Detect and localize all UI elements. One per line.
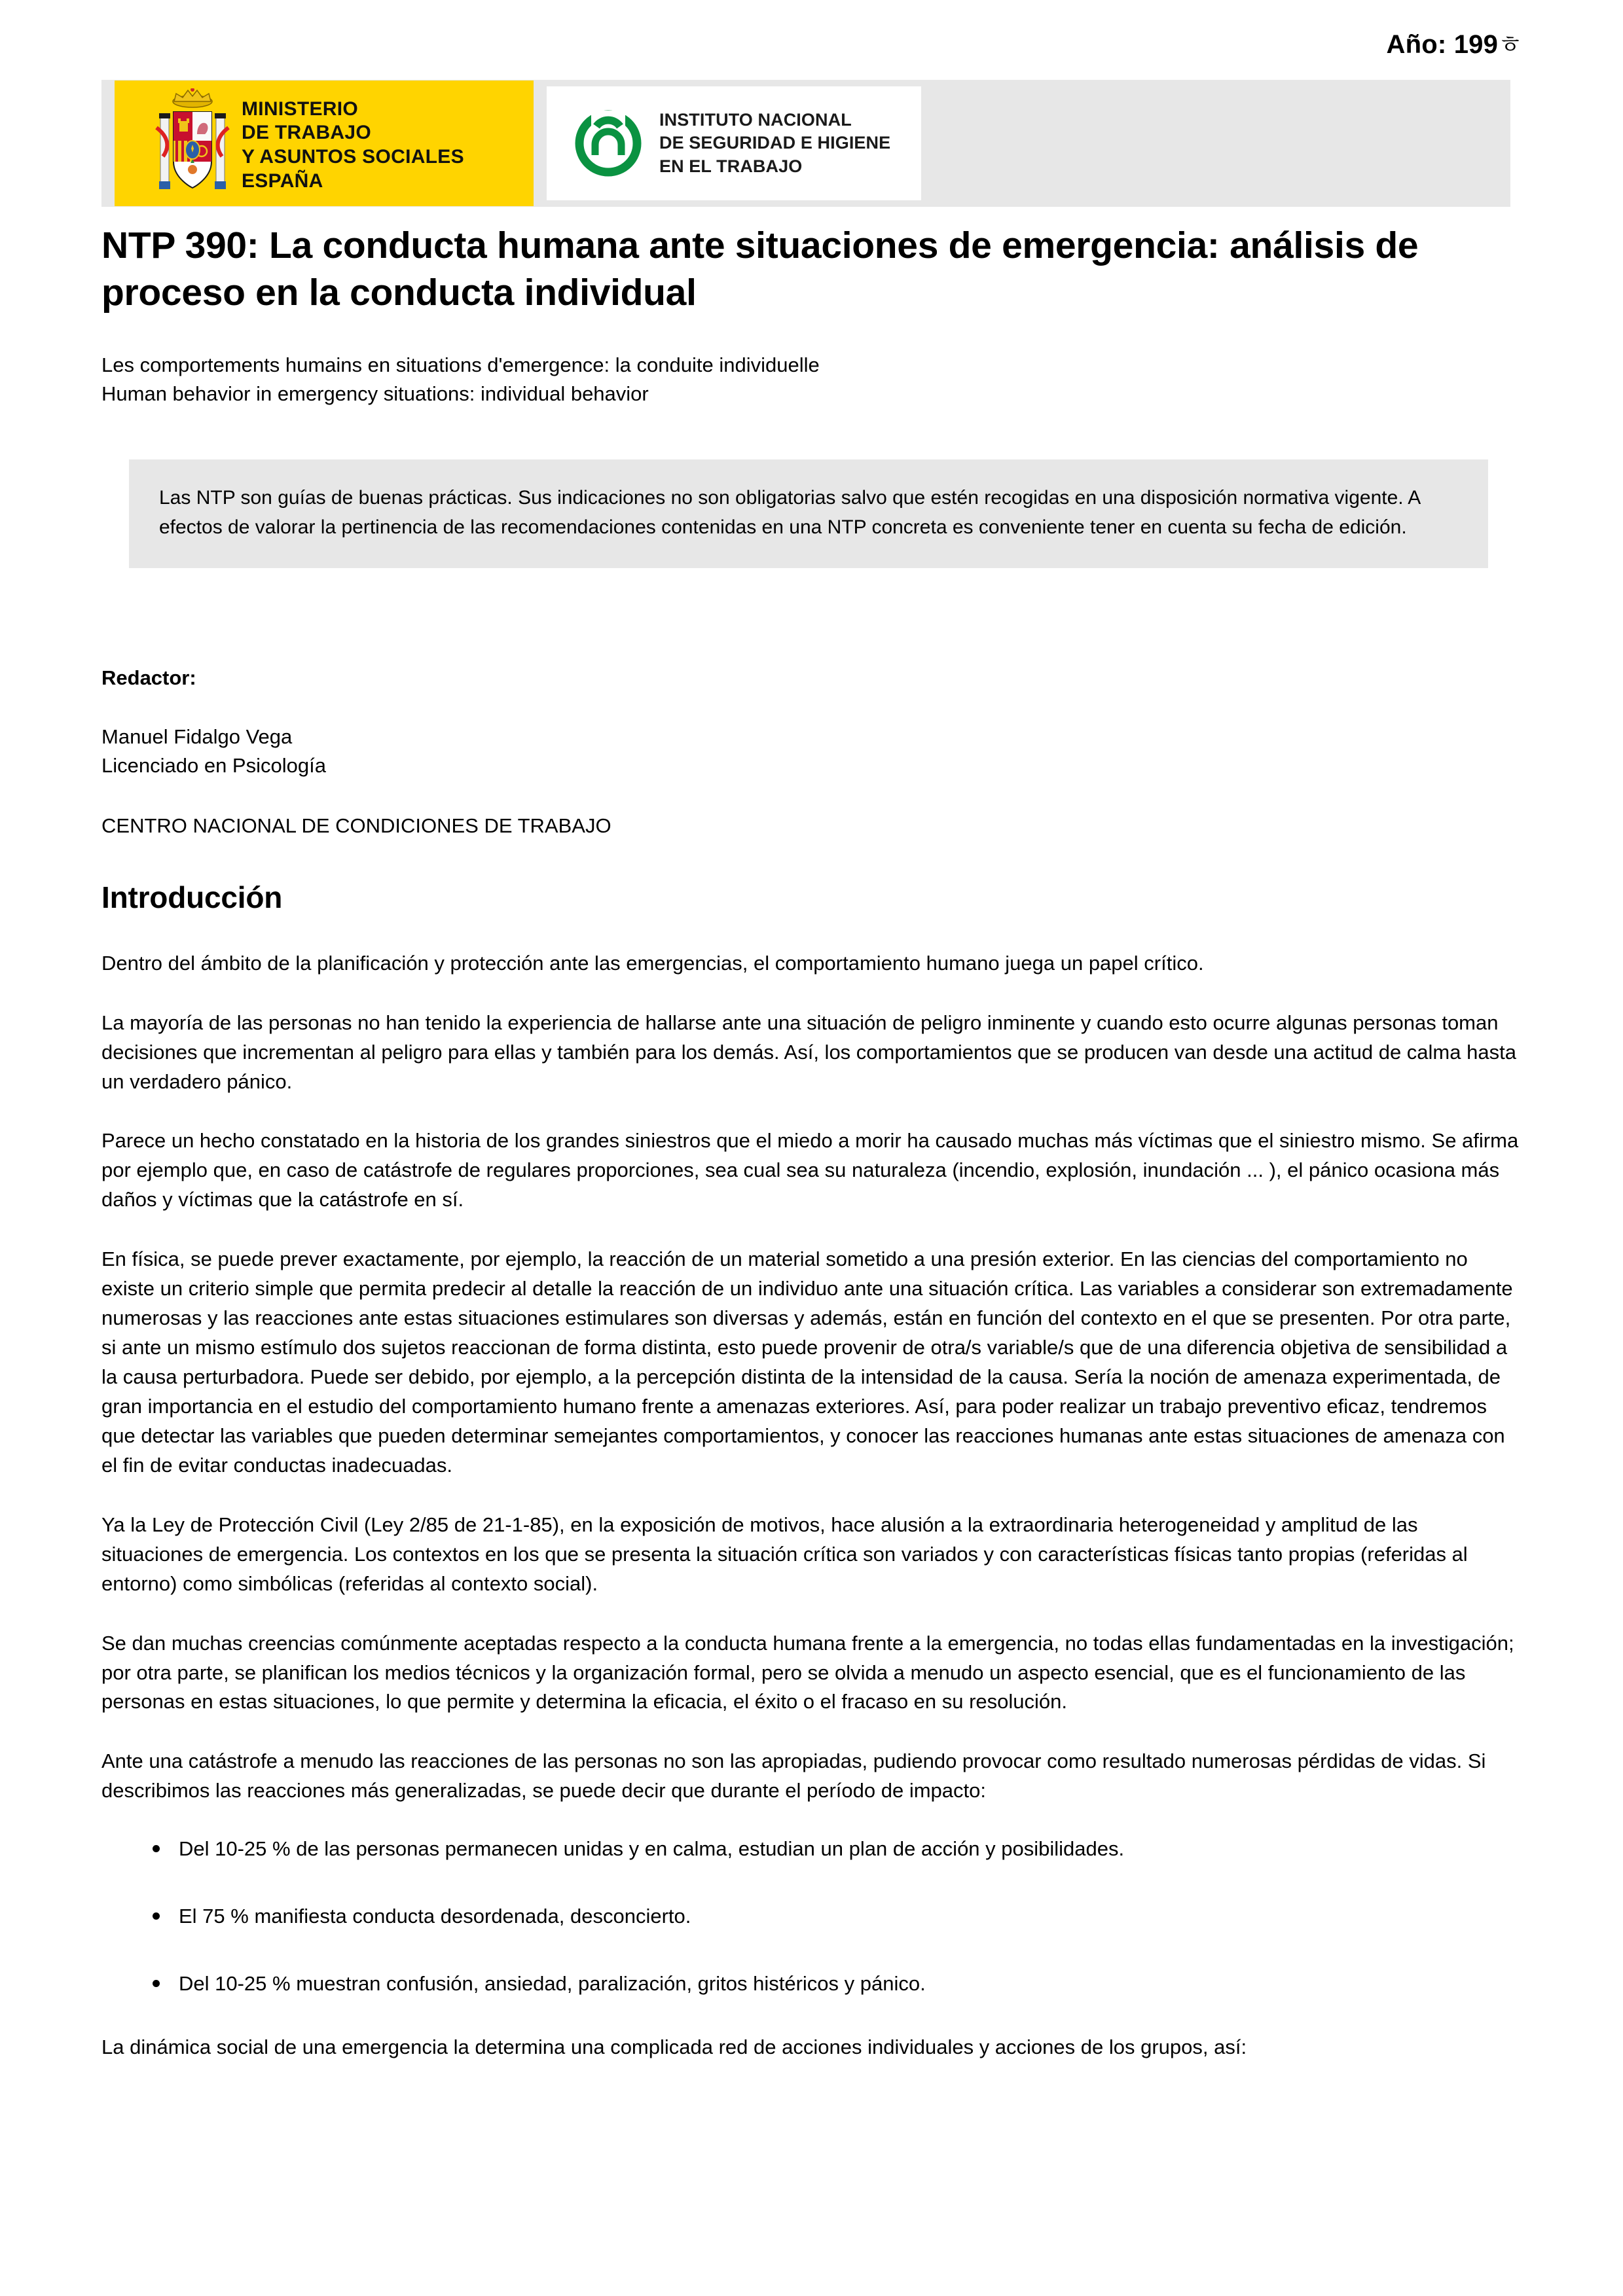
year-glyph: ㅎ bbox=[1498, 31, 1522, 59]
subtitle-english: Human behavior in emergency situations: individual behavior bbox=[101, 382, 649, 405]
insht-line-2: DE SEGURIDAD E HIGIENE bbox=[659, 133, 891, 153]
insht-line-1: INSTITUTO NACIONAL bbox=[659, 110, 852, 130]
paragraph: Dentro del ámbito de la planificación y protección ante las emergencias, el comportamiento humano juega un papel crítico. bbox=[101, 951, 1204, 975]
closing-paragraph: La dinámica social de una emergencia la determina una complicada red de acciones individuales y acciones de los grupos, así: bbox=[101, 2036, 1247, 2059]
year-line bbox=[0, 31, 1522, 58]
ntp-notice-box: Las NTP son guías de buenas prácticas. Sus indicaciones no son obligatorias salvo que estén recogidas en una disposición normativa vigente. A efectos de valorar la pertinencia de las recomendaciones contenidas en una NTP concreta es conveniente tener en cuenta su fecha de edición. bbox=[129, 459, 1488, 568]
paragraph: Se dan muchas creencias comúnmente aceptadas respecto a la conducta humana frente a la emergencia, no todas ellas fundamentadas en la investigación; por otra parte, se planifican los medios técnicos y la organización formal, pero se olvida a menudo un aspecto esencial, que es el funcionamiento de las personas en estas situaciones, lo que permite y determina la eficacia, el éxito o el fracaso en su resolución. bbox=[101, 1631, 1514, 1713]
ministerio-logo-text bbox=[242, 94, 464, 193]
paragraph: En física, se puede prever exactamente, por ejemplo, la reacción de un material sometido a una presión exterior. En las ciencias del comportamiento no existe un criterio simple que permita predecir al detalle la reacción de un individuo ante una situación crítica. Las variables a considerar son extremadamente numerosas y las reacciones ante estas situaciones estimulares son diversas y además, están en función del contexto en el que se presenten. Por otra parte, si ante un mismo estímulo dos sujetos reaccionan de forma distinta, esto puede provenir de otra/s variable/s que de una diferencia objetiva de sensibilidad a la causa perturbadora. Puede ser debido, por ejemplo, a la percepción distinta de la intensidad de la causa. Sería la noción de amenaza experimentada, de gran importancia en el estudio del comportamiento humano frente a amenazas exteriores. Así, para poder realizar un trabajo preventivo eficaz, tendremos que detectar las variables que pueden determinar semejantes comportamientos, y conocer las reacciones humanas ante estas situaciones de amenaza con el fin de evitar conductas inadecuadas. bbox=[101, 1247, 1513, 1477]
paragraph: Parece un hecho constatado en la historia de los grandes siniestros que el miedo a morir ha causado muchas más víctimas que el siniestro mismo. Se afirma por ejemplo que, en caso de catástrofe de regulares proporciones, sea cual sea su naturaleza (incendio, explosión, inundación ... ), el pánico ocasiona más daños y víctimas que la catástrofe en sí. bbox=[101, 1129, 1519, 1211]
document-content bbox=[101, 223, 1522, 2062]
spain-coat-of-arms-icon bbox=[154, 88, 231, 198]
ministerio-line-2: DE TRABAJO bbox=[242, 122, 372, 144]
subtitle-french: Les comportements humains en situations d'emergence: la conduite individuelle bbox=[101, 353, 820, 376]
paragraph: La mayoría de las personas no han tenido la experiencia de hallarse ante una situación de peligro inminente y cuando esto ocurre algunas personas toman decisiones que incrementan al peligro para ellas y también para los demás. Así, los comportamientos que se producen van desde una actitud de calma hasta un verdadero pánico. bbox=[101, 1011, 1516, 1093]
ministerio-line-3: Y ASUNTOS SOCIALES bbox=[242, 146, 464, 168]
header-logo-band bbox=[101, 80, 1510, 207]
paragraph: Ya la Ley de Protección Civil (Ley 2/85 de 21-1-85), en la exposición de motivos, hace alusión a la extraordinaria heterogeneidad y amplitud de las situaciones de emergencia. Los contextos en los que se presenta la situación crítica son variados y con características físicas tanto propias (referidas al entorno) como simbólicas (referidas al contexto social). bbox=[101, 1513, 1468, 1595]
author-credential: Licenciado en Psicología bbox=[101, 753, 326, 777]
ministerio-line-4: ESPAÑA bbox=[242, 170, 323, 192]
paragraph: Ante una catástrofe a menudo las reacciones de las personas no son las apropiadas, pudiendo provocar como resultado numerosas pérdidas de vidas. Si describimos las reacciones más generalizadas, se puede decir que durante el período de impacto: bbox=[101, 1749, 1486, 1803]
author-block bbox=[101, 723, 1522, 780]
insht-logo bbox=[547, 86, 921, 200]
list-item: Del 10-25 % de las personas permanecen unidas y en calma, estudian un plan de acción y posibilidades. bbox=[179, 1835, 1522, 1864]
organization-name: CENTRO NACIONAL DE CONDICIONES DE TRABAJO bbox=[101, 814, 611, 837]
page-title: NTP 390: La conducta humana ante situaciones de emergencia: análisis de proceso en la conducta individual bbox=[101, 224, 1419, 314]
section-heading-introduccion: Introducción bbox=[101, 880, 283, 914]
list-item: Del 10-25 % muestran confusión, ansiedad, paralización, gritos histéricos y pánico. bbox=[179, 1969, 1522, 1999]
insht-line-3: EN EL TRABAJO bbox=[659, 156, 803, 176]
year-label: Año: 199 bbox=[1386, 30, 1499, 59]
subtitle-block bbox=[101, 351, 1522, 408]
insht-logo-text bbox=[659, 109, 890, 177]
ministerio-logo bbox=[115, 81, 534, 206]
insht-circular-mark-icon bbox=[572, 107, 645, 180]
list-item: El 75 % manifiesta conducta desordenada, desconcierto. bbox=[179, 1902, 1522, 1931]
redactor-label: Redactor: bbox=[101, 666, 196, 689]
impact-reactions-list bbox=[101, 1835, 1522, 1999]
author-name: Manuel Fidalgo Vega bbox=[101, 725, 293, 748]
ministerio-line-1: MINISTERIO bbox=[242, 98, 359, 120]
